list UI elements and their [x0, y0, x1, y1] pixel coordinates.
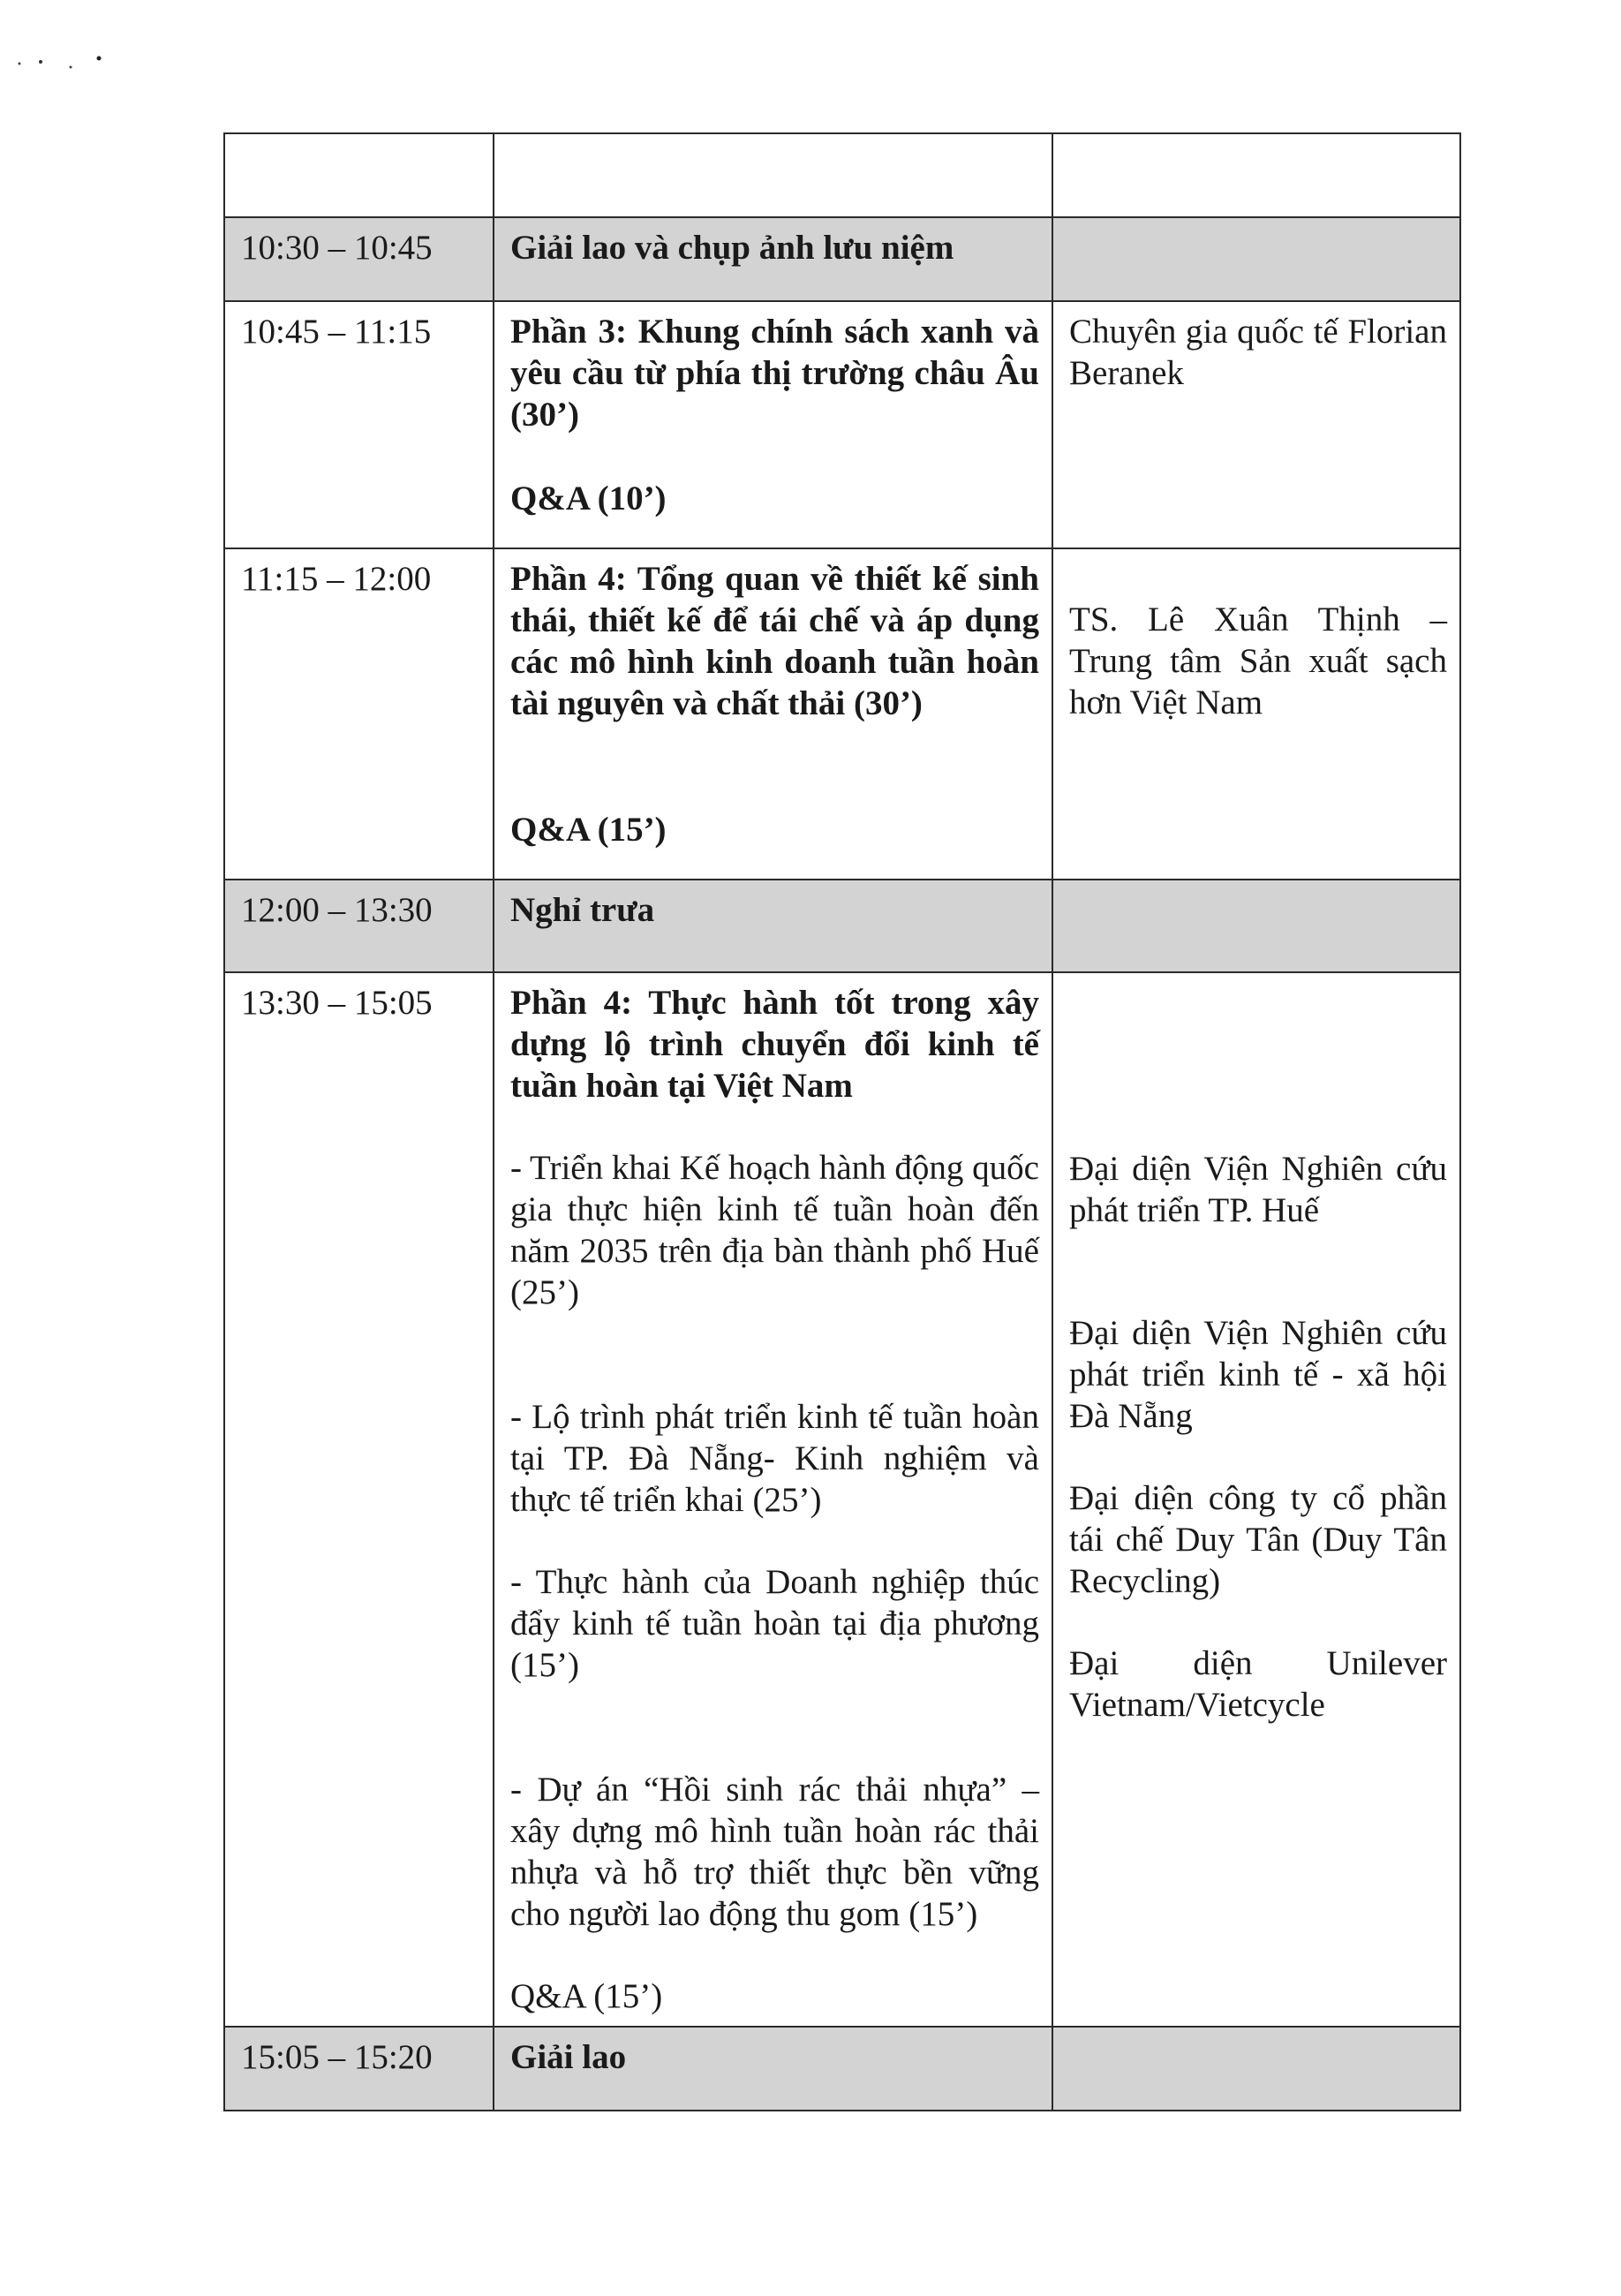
qa-label: Q&A (15’)	[510, 811, 667, 849]
speaker-cell	[1052, 2027, 1460, 2111]
session-title: Phần 3: Khung chính sách xanh và yêu cầu từ phía thị trường châu Âu (30’)	[510, 313, 1039, 434]
time-cell: 11:15 – 12:00	[224, 548, 494, 880]
session-title: Phần 4: Thực hành tốt trong xây dựng lộ trình chuyển đổi kinh tế tuần hoàn tại Việt Nam	[510, 984, 1039, 1105]
qa-label: Q&A (15’)	[510, 1977, 663, 2015]
speaker-cell	[1052, 972, 1460, 2027]
time-cell: 15:05 – 15:20	[224, 2027, 494, 2111]
scan-specks	[7, 44, 113, 79]
table-row-break	[224, 880, 1460, 972]
speaker-name: Đại diện Viện Nghiên cứu phát triển TP. Huế	[1069, 1150, 1447, 1229]
table-row	[224, 972, 1460, 2027]
table-row-break	[224, 2027, 1460, 2111]
agenda-item: - Dự án “Hồi sinh rác thải nhựa” – xây dựng mô hình tuần hoàn rác thải nhựa và hỗ trợ thiết thực bền vững cho người lao động thu gom (15’)	[510, 1771, 1039, 1933]
table-row	[224, 548, 1460, 880]
content-cell	[494, 548, 1052, 880]
agenda-table	[223, 132, 1461, 2111]
time-cell: 12:00 – 13:30	[224, 880, 494, 972]
speaker-cell	[1052, 548, 1460, 880]
content-cell	[494, 133, 1052, 217]
table-row	[224, 301, 1460, 548]
time-cell	[224, 133, 494, 217]
session-title: Phần 4: Tổng quan về thiết kế sinh thái, thiết kế để tái chế và áp dụng các mô hình kinh doanh tuần hoàn tài nguyên và chất thải (30’)	[510, 560, 1039, 722]
table-row	[224, 133, 1460, 217]
speaker-name: Đại diện công ty cổ phần tái chế Duy Tân (Duy Tân Recycling)	[1069, 1479, 1447, 1600]
speaker-cell	[1052, 880, 1460, 972]
agenda-item: - Triển khai Kế hoạch hành động quốc gia thực hiện kinh tế tuần hoàn đến năm 2035 trên địa bàn thành phố Huế (25’)	[510, 1149, 1039, 1311]
speaker-cell	[1052, 133, 1460, 217]
time-cell: 10:30 – 10:45	[224, 217, 494, 301]
table-row-break	[224, 217, 1460, 301]
speaker-name: Đại diện Unilever Vietnam/Vietcycle	[1069, 1644, 1447, 1724]
agenda-item: - Thực hành của Doanh nghiệp thúc đẩy kinh tế tuần hoàn tại địa phương (15’)	[510, 1563, 1039, 1684]
content-cell: Giải lao và chụp ảnh lưu niệm	[494, 217, 1052, 301]
content-cell	[494, 301, 1052, 548]
content-cell	[494, 972, 1052, 2027]
speaker-cell	[1052, 217, 1460, 301]
speaker-name: TS. Lê Xuân Thịnh – Trung tâm Sản xuất sạch hơn Việt Nam	[1069, 600, 1447, 721]
qa-label: Q&A (10’)	[510, 480, 667, 517]
time-cell: 10:45 – 11:15	[224, 301, 494, 548]
speaker-name: Đại diện Viện Nghiên cứu phát triển kinh tế - xã hội Đà Nẵng	[1069, 1314, 1447, 1435]
content-cell: Nghỉ trưa	[494, 880, 1052, 972]
agenda-item: - Lộ trình phát triển kinh tế tuần hoàn tại TP. Đà Nẵng- Kinh nghiệm và thực tế triển khai (25’)	[510, 1398, 1039, 1519]
content-cell: Giải lao	[494, 2027, 1052, 2111]
time-cell: 13:30 – 15:05	[224, 972, 494, 2027]
speaker-cell	[1052, 301, 1460, 548]
speaker-name: Chuyên gia quốc tế Florian Beranek	[1069, 313, 1447, 392]
